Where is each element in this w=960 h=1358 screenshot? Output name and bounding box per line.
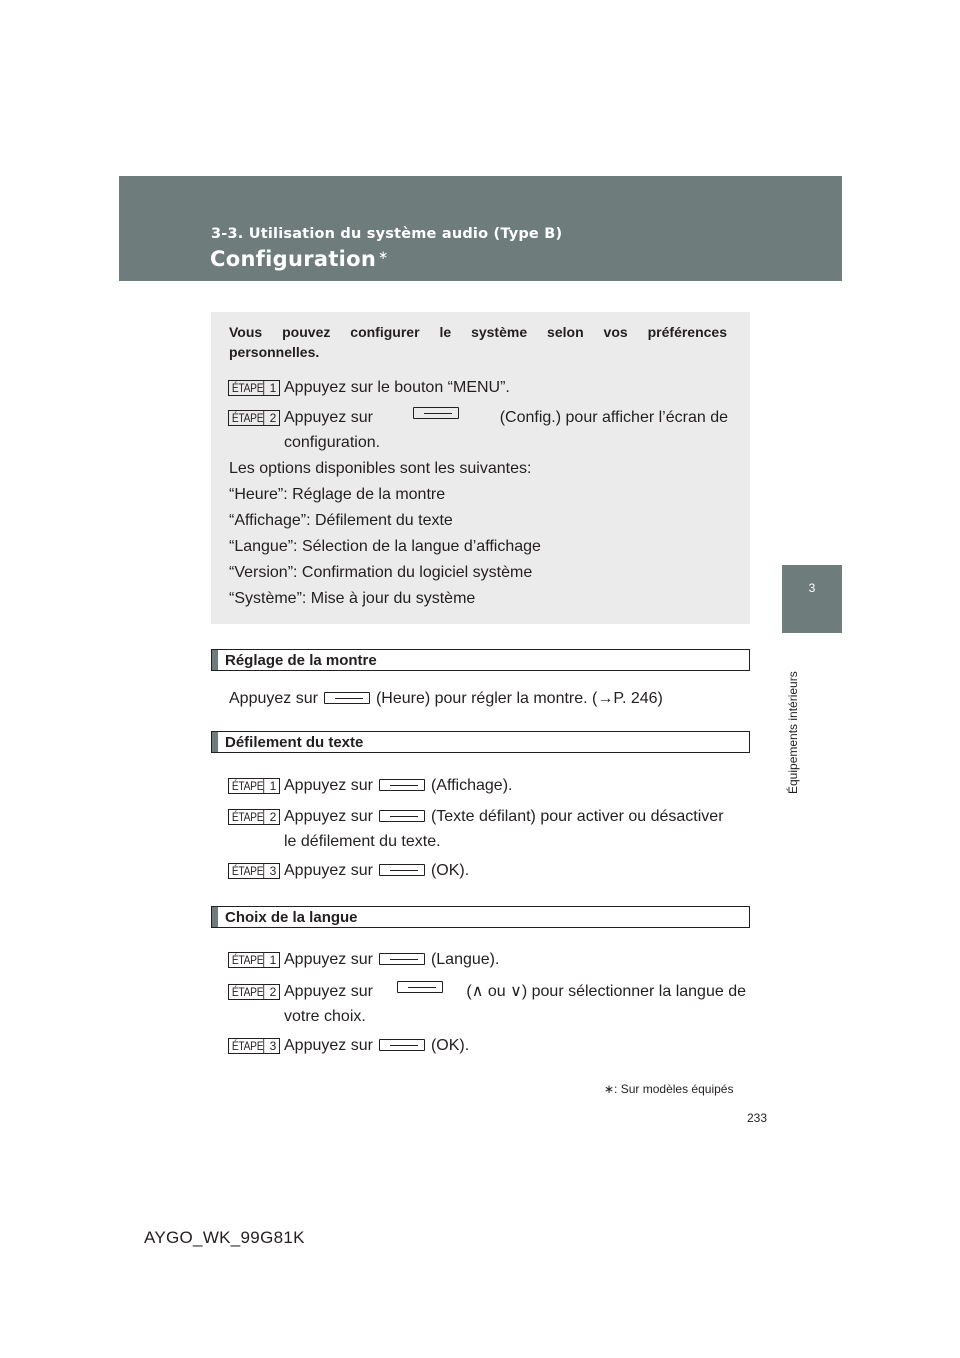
texte-defilant-button-icon bbox=[379, 810, 425, 822]
step-label: ÉTAPE bbox=[231, 411, 264, 425]
step-badge bbox=[228, 380, 280, 396]
heure-button-icon bbox=[324, 692, 370, 704]
intro-step-2-line bbox=[284, 408, 728, 428]
intro-lead-line1: Vous pouvez configurer le système selon vos préférences bbox=[229, 324, 727, 340]
arrows-button-icon bbox=[397, 981, 443, 993]
clock-instruction bbox=[229, 689, 663, 709]
clock-instruction-post: (Heure) pour régler la montre. (→P. 246) bbox=[375, 690, 663, 707]
section-heading-clock bbox=[211, 649, 750, 671]
step-label: ÉTAPE bbox=[231, 953, 264, 967]
section-reference: 3-3. Utilisation du système audio (Type B) bbox=[211, 226, 563, 242]
scroll-step-2-post: (Texte défilant) pour activer ou désactiver bbox=[430, 808, 724, 825]
intro-step-2-post: (Config.) pour afficher l’écran de bbox=[499, 409, 728, 426]
step-badge bbox=[228, 410, 280, 426]
section-heading-language bbox=[211, 906, 750, 928]
lang-step-3 bbox=[284, 1036, 469, 1056]
option-item: “Affichage”: Défilement du texte bbox=[229, 512, 453, 529]
step-label: ÉTAPE bbox=[231, 779, 264, 793]
step-badge bbox=[228, 778, 280, 794]
step-number: 3 bbox=[269, 1039, 277, 1053]
chapter-number: 3 bbox=[808, 581, 816, 595]
step-label: ÉTAPE bbox=[231, 810, 264, 824]
option-item: “Heure”: Réglage de la montre bbox=[229, 486, 446, 503]
step-number: 1 bbox=[269, 381, 277, 395]
option-item: “Langue”: Sélection de la langue d’affichage bbox=[229, 538, 541, 555]
lang-step-2-cont: votre choix. bbox=[284, 1008, 366, 1025]
intro-step-2-cont: configuration. bbox=[284, 434, 381, 451]
asterisk-mark: ∗ bbox=[378, 248, 389, 262]
scroll-step-3-pre: Appuyez sur bbox=[284, 862, 373, 879]
option-item: “Système”: Mise à jour du système bbox=[229, 590, 476, 607]
step-label: ÉTAPE bbox=[231, 381, 264, 395]
scroll-step-1 bbox=[284, 776, 512, 796]
lang-step-3-post: (OK). bbox=[430, 1037, 470, 1054]
section-heading-text: Réglage de la montre bbox=[225, 652, 377, 669]
intro-step-2-pre: Appuyez sur bbox=[284, 409, 373, 426]
step-label: ÉTAPE bbox=[231, 1039, 264, 1053]
section-heading-text: Défilement du texte bbox=[225, 734, 364, 751]
step-badge bbox=[228, 952, 280, 968]
page-number: 233 bbox=[747, 1111, 768, 1125]
scroll-step-3 bbox=[284, 861, 469, 881]
step-number: 2 bbox=[269, 985, 277, 999]
section-heading-scroll bbox=[211, 731, 750, 753]
config-button-icon bbox=[413, 407, 459, 419]
step-number: 3 bbox=[269, 864, 277, 878]
scroll-step-1-post: (Affichage). bbox=[430, 777, 513, 794]
footnote: ∗: Sur modèles équipés bbox=[604, 1082, 734, 1096]
step-number: 1 bbox=[269, 953, 277, 967]
langue-button-icon bbox=[379, 953, 425, 965]
lang-step-1-pre: Appuyez sur bbox=[284, 951, 373, 968]
options-intro: Les options disponibles sont les suivantes: bbox=[229, 460, 532, 477]
step-badge bbox=[228, 863, 280, 879]
step-badge bbox=[228, 809, 280, 825]
lang-step-2 bbox=[284, 982, 746, 1002]
ok-button-icon bbox=[379, 864, 425, 876]
step-badge bbox=[228, 984, 280, 1000]
affichage-button-icon bbox=[379, 779, 425, 791]
step-label: ÉTAPE bbox=[231, 985, 264, 999]
step-number: 1 bbox=[269, 779, 277, 793]
scroll-step-3-post: (OK). bbox=[430, 862, 470, 879]
section-heading-text: Choix de la langue bbox=[225, 909, 358, 926]
page-title-text: Configuration bbox=[210, 247, 377, 271]
scroll-step-2-cont: le défilement du texte. bbox=[284, 833, 441, 850]
step-label: ÉTAPE bbox=[231, 864, 264, 878]
scroll-step-2 bbox=[284, 807, 724, 827]
chapter-label: Équipements intérieurs bbox=[786, 671, 800, 794]
document-code: AYGO_WK_99G81K bbox=[144, 1228, 305, 1247]
step-number: 2 bbox=[269, 411, 277, 425]
scroll-step-2-pre: Appuyez sur bbox=[284, 808, 373, 825]
step-number: 2 bbox=[269, 810, 277, 824]
page-title bbox=[210, 247, 389, 271]
ok-button-icon bbox=[379, 1039, 425, 1051]
intro-lead-line2: personnelles. bbox=[229, 344, 320, 360]
lang-step-2-pre: Appuyez sur bbox=[284, 983, 373, 1000]
lang-step-1-post: (Langue). bbox=[430, 951, 500, 968]
lang-step-3-pre: Appuyez sur bbox=[284, 1037, 373, 1054]
step-badge bbox=[228, 1038, 280, 1054]
clock-instruction-pre: Appuyez sur bbox=[229, 690, 318, 707]
lang-step-1 bbox=[284, 950, 499, 970]
option-item: “Version”: Confirmation du logiciel système bbox=[229, 564, 533, 581]
intro-step-1-text: Appuyez sur le bouton “MENU”. bbox=[284, 379, 510, 396]
lang-step-2-post: (∧ ou ∨) pour sélectionner la langue de bbox=[466, 983, 746, 1000]
scroll-step-1-pre: Appuyez sur bbox=[284, 777, 373, 794]
